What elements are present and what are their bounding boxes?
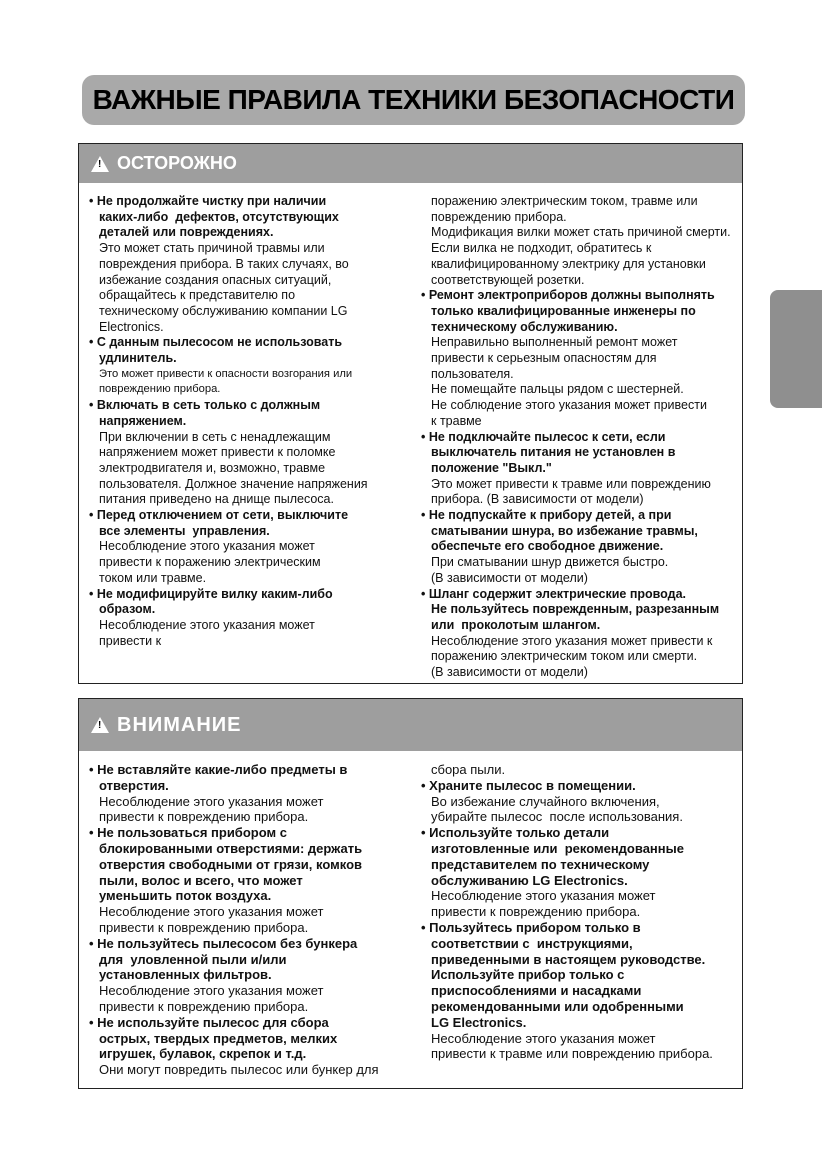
warning-item-heading [89, 1015, 419, 1062]
text-line: Если вилка не подходит, обратитесь к [431, 241, 652, 256]
warning-item-text [89, 618, 419, 649]
page-title: ВАЖНЫЕ ПРАВИЛА ТЕХНИКИ БЕЗОПАСНОСТИ [82, 75, 745, 125]
text-line: Это может стать причиной травмы или [99, 241, 325, 256]
text-line: пыли, волос и всего, что может [99, 872, 303, 888]
warning-item-heading [421, 587, 751, 634]
column-right [421, 194, 751, 681]
text-line: игрушек, булавок, скрепок и т.д. [99, 1046, 307, 1062]
text-line: Несоблюдение этого указания может [99, 617, 315, 632]
text-line: к травме [431, 413, 482, 428]
text-line: Несоблюдение этого указания может [99, 793, 324, 809]
column-right [421, 762, 751, 1062]
warning-item-heading [421, 430, 751, 477]
text-line: • Не вставляйте какие-либо предметы в [89, 762, 348, 777]
text-line: • Пользуйтесь прибором только в [421, 919, 641, 935]
warning-item-text [89, 367, 419, 398]
text-line: Несоблюдение этого указания может [431, 888, 656, 904]
text-line: • Не используйте пылесос для сбора [89, 1014, 329, 1030]
text-line: привести к поражению электрическим [99, 555, 321, 570]
text-line: только квалифицированные инженеры по [431, 303, 696, 318]
warning-item-text [89, 983, 419, 1015]
warning-item-text [89, 539, 419, 586]
text-line: напряжением может привести к поломке [99, 445, 336, 460]
text-line: питания приведено на днище пылесоса. [99, 492, 334, 507]
text-line: Не пользуйтесь поврежденным, разрезанным [431, 602, 720, 617]
text-line: приведенными в настоящем руководстве. [431, 951, 706, 967]
text-line: уменьшить поток воздуха. [99, 888, 272, 904]
text-line: • Не подпускайте к прибору детей, а при [421, 508, 672, 523]
warning-icon [91, 156, 109, 172]
text-line: • Не продолжайте чистку при наличии [89, 194, 327, 208]
warning-item-heading [421, 778, 751, 794]
warning-item-heading [89, 936, 419, 983]
text-line: • Не пользоваться прибором с [89, 825, 287, 841]
text-line: техническому обслуживанию компании LG [99, 303, 348, 318]
column-left [89, 194, 419, 649]
text-line: привести к повреждению прибора. [431, 904, 641, 920]
text-line: током или травме. [99, 570, 207, 585]
warning-item-text [421, 477, 751, 508]
text-line: электродвигателя и, возможно, травме [99, 460, 326, 475]
text-line: • Перед отключением от сети, выключите [89, 508, 349, 523]
warning-item-heading [89, 825, 419, 904]
text-line: блокированными отверстиями: держать [99, 840, 363, 856]
text-line: удлинитель. [99, 351, 177, 366]
text-line: квалифицированному электрику для установки [431, 256, 706, 271]
text-line: соответствии с инструкциями, [431, 935, 633, 951]
warning-item-text [421, 888, 751, 920]
text-line: установленных фильтров. [99, 967, 272, 983]
text-line: • Ремонт электроприборов должны выполнять [421, 288, 715, 303]
text-line: Используйте прибор только с [431, 967, 625, 983]
text-line: прибора. (В зависимости от модели) [431, 492, 644, 507]
text-line: привести к серьезным опасностям для [431, 351, 657, 366]
warning-item-text [421, 794, 751, 826]
warning-item-text [89, 241, 419, 335]
section-header [79, 699, 742, 751]
text-line: Несоблюдение этого указания может [99, 539, 315, 554]
warning-item-heading [89, 508, 419, 539]
text-line: сматывании шнура, во избежание травмы, [431, 523, 698, 538]
text-line: представителем по техническому [431, 856, 650, 872]
text-line: отверстия свободными от грязи, комков [99, 856, 363, 872]
warning-item-text [89, 430, 419, 509]
warning-item-text [421, 555, 751, 586]
text-line: (В зависимости от модели) [431, 570, 588, 585]
text-line: повреждению прибора. [431, 209, 567, 224]
caution-section [78, 143, 743, 684]
warning-item-heading [421, 920, 751, 1031]
text-line: LG Electronics. [431, 1014, 527, 1030]
text-line: поражению электрическим током, травме или [431, 194, 698, 208]
text-line: убирайте пылесос после использования. [431, 809, 683, 825]
warning-item-heading [89, 335, 419, 366]
text-line: Это может привести к травме или повреждению [431, 476, 711, 491]
warning-item-heading [89, 194, 419, 241]
text-line: • С данным пылесосом не использовать [89, 335, 343, 350]
text-line: деталей или повреждениях. [99, 225, 274, 240]
text-line: обеспечьте его свободное движение. [431, 539, 664, 554]
text-line: Несоблюдение этого указания может [431, 1030, 656, 1046]
warning-item-text [421, 762, 751, 778]
text-line: • Не пользуйтесь пылесосом без бункера [89, 935, 358, 951]
text-line: Несоблюдение этого указания может [99, 904, 324, 920]
text-line: положение "Выкл." [431, 460, 552, 475]
text-line: приспособлениями и насадками [431, 983, 642, 999]
text-line: привести к [99, 633, 162, 648]
text-line: каких-либо дефектов, отсутствующих [99, 209, 339, 224]
text-line: все элементы управления. [99, 523, 270, 538]
warning-item-heading [89, 398, 419, 429]
warning-item-text [421, 1031, 751, 1063]
warning-item-text [89, 794, 419, 826]
text-line: • Не подключайте пылесос к сети, если [421, 429, 666, 444]
text-line: привести к повреждению прибора. [99, 998, 309, 1014]
text-line: Это может привести к опасности возгорания или [99, 367, 353, 380]
text-line: Модификация вилки может стать причиной смерти. [431, 225, 731, 240]
warning-item-text [421, 194, 751, 288]
column-left [89, 762, 419, 1078]
text-line: • Не модифицируйте вилку каким-либо [89, 586, 333, 601]
text-line: • Шланг содержит электрические провода. [421, 586, 687, 601]
text-line: Не помещайте пальцы рядом с шестерней. [431, 382, 684, 397]
warning-item-heading [421, 825, 751, 888]
text-line: острых, твердых предметов, мелких [99, 1030, 338, 1046]
text-line: обслуживанию LG Electronics. [431, 872, 628, 888]
text-line: Неправильно выполненный ремонт может [431, 335, 678, 350]
text-line: напряжением. [99, 413, 187, 428]
warning-item-text [89, 1062, 419, 1078]
text-line: обращайтесь к представителю по [99, 288, 296, 303]
text-line: При включении в сеть с ненадлежащим [99, 429, 331, 444]
text-line: образом. [99, 602, 156, 617]
text-line: • Включать в сеть только с должным [89, 398, 321, 413]
text-line: привести к повреждению прибора. [99, 809, 309, 825]
text-line: (В зависимости от модели) [431, 665, 588, 680]
section-heading: ОСТОРОЖНО [117, 153, 237, 173]
text-line: поражению электрическим током или смерти. [431, 649, 698, 664]
text-line: избежание создания опасных ситуаций, [99, 272, 332, 287]
warning-icon [91, 717, 109, 733]
text-line: Electronics. [99, 319, 164, 334]
text-line: рекомендованными или одобренными [431, 998, 684, 1014]
text-line: Во избежание случайного включения, [431, 793, 660, 809]
text-line: или проколотым шлангом. [431, 617, 601, 632]
text-line: пользователя. Должное значение напряжения [99, 476, 368, 491]
text-line: привести к травме или повреждению прибора. [431, 1046, 713, 1062]
attention-section [78, 698, 743, 1089]
warning-item-heading [421, 288, 751, 335]
text-line: привести к повреждению прибора. [99, 919, 309, 935]
text-line: • Храните пылесос в помещении. [421, 777, 636, 793]
text-line: для уловленной пыли и/или [99, 951, 287, 967]
text-line: сбора пыли. [431, 762, 506, 777]
text-line: Несоблюдение этого указания может [99, 983, 324, 999]
section-heading: ВНИМАНИЕ [117, 713, 242, 736]
warning-item-text [89, 904, 419, 936]
warning-item-heading [421, 508, 751, 555]
section-header [79, 144, 742, 183]
text-line: • Используйте только детали [421, 825, 610, 841]
text-line: отверстия. [99, 777, 169, 793]
text-line: Несоблюдение этого указания может привести к [431, 633, 713, 648]
text-line: соответствующей розетки. [431, 272, 585, 287]
text-line: Они могут повредить пылесос или бункер для [99, 1062, 379, 1078]
text-line: повреждения прибора. В таких случаях, во [99, 256, 349, 271]
text-line: изготовленные или рекомендованные [431, 840, 684, 856]
text-line: техническому обслуживанию. [431, 319, 618, 334]
warning-item-heading [89, 762, 419, 794]
text-line: выключатель питания не установлен в [431, 445, 676, 460]
warning-item-heading [89, 587, 419, 618]
text-line: повреждению прибора. [99, 383, 221, 396]
text-line: Не соблюдение этого указания может привести [431, 398, 707, 413]
warning-item-text [421, 335, 751, 429]
warning-item-text [421, 634, 751, 681]
chapter-tab [770, 290, 822, 408]
text-line: При сматывании шнур движется быстро. [431, 555, 669, 570]
text-line: пользователя. [431, 366, 514, 381]
